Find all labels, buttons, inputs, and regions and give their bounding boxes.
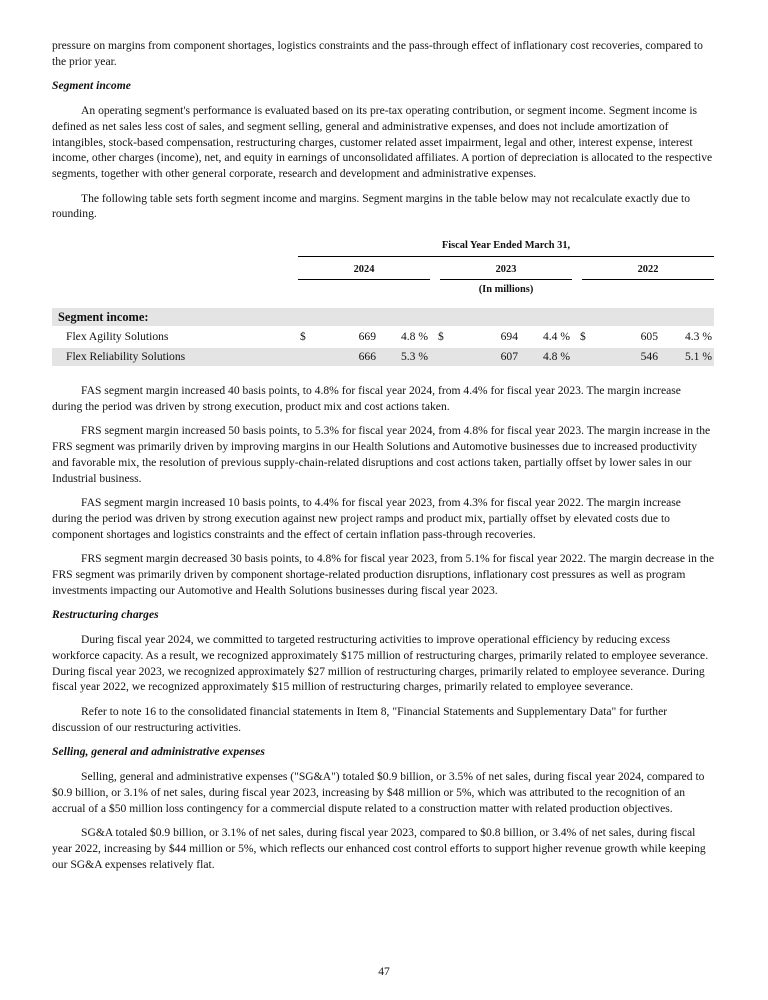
value-2024-fas: 669 (358, 330, 376, 344)
year-header-2022: 2022 (637, 264, 659, 276)
restructuring-paragraph-2: Refer to note 16 to the consolidated financial statements in Item 8, "Financial Statements and Supplementary Data" for further discussion of our restructuring activities. (52, 704, 668, 734)
sga-heading: Selling, general and administrative expenses (52, 745, 265, 759)
currency-2023-fas: $ (438, 330, 444, 344)
restructuring-heading: Restructuring charges (52, 608, 159, 622)
margin-2023-fas: 4.4 % (542, 330, 570, 344)
fas-margin-2023-paragraph: FAS segment margin increased 10 basis points, to 4.4% for fiscal year 2023, from 4.3% for fiscal year 2022. The margin increase during the period was driven by strong execution against new project ramps and product mix, partially offset by elevated costs due to component shortages and logistics constraints and the effect of certain inflation pass-through recoveries. (52, 496, 681, 541)
margin-2022-frs: 5.1 % (684, 350, 712, 364)
intro-paragraph: pressure on margins from component shortages, logistics constraints and the pass-through effect of inflationary cost recoveries, compared to the prior year. (52, 39, 703, 68)
value-2022-fas: 605 (640, 330, 658, 344)
segment-income-paragraph-2: The following table sets forth segment income and margins. Segment margins in the table below may not recalculate exactly due to rounding. (52, 191, 691, 221)
margin-2022-fas: 4.3 % (684, 330, 712, 344)
units-header: (In millions) (478, 284, 534, 296)
year-rule-2022 (582, 279, 714, 280)
section-label: Segment income: (58, 310, 149, 325)
year-rule-2024 (298, 279, 430, 280)
currency-2022-fas: $ (580, 330, 586, 344)
value-2023-frs: 607 (500, 350, 518, 364)
sga-paragraph-1: Selling, general and administrative expenses ("SG&A") totaled $0.9 billion, or 3.5% of net sales, during fiscal year 2024, compared to $0.9 billion, or 3.1% of net sales, during fiscal year 2023, increasing by $48 million or 5%, which was attributed to the recognition of an accrual of a $50 million loss contingency for a commercial dispute related to a construction matter with related production objectives. (52, 770, 705, 815)
segment-income-table (52, 234, 714, 374)
page-number: 47 (378, 965, 390, 978)
frs-margin-2023-paragraph: FRS segment margin decreased 30 basis points, to 4.8% for fiscal year 2023, from 5.1% for fiscal year 2022. The margin decrease in the FRS segment was primarily driven by component shortage-related production disruptions, inflationary cost pressures as well as program investments impacting our Automotive and Health Solutions businesses during fiscal year 2023. (52, 552, 714, 597)
value-2022-frs: 546 (640, 350, 658, 364)
section-row-band (52, 308, 714, 326)
segment-income-heading: Segment income (52, 79, 131, 93)
value-2024-frs: 666 (358, 350, 376, 364)
margin-2024-fas: 4.8 % (400, 330, 428, 344)
frs-margin-2024-paragraph: FRS segment margin increased 50 basis points, to 5.3% for fiscal year 2024, from 4.8% for fiscal year 2023. The margin increase in the FRS segment was primarily driven by improving margins in our Health Solutions and Automotive businesses due to increased productivity and favorable mix, the resolution of previous supply-chain-related disruptions and cost actions taken, partially offset by lower sales in our Industrial business. (52, 424, 711, 485)
year-rule-2023 (440, 279, 572, 280)
year-header-2024: 2024 (353, 264, 375, 276)
margin-2023-frs: 4.8 % (542, 350, 570, 364)
currency-2024-fas: $ (300, 330, 306, 344)
fiscal-year-header: Fiscal Year Ended March 31, (441, 240, 571, 252)
document-page (52, 38, 714, 872)
segment-income-paragraph-1: An operating segment's performance is evaluated based on its pre-tax operating contribution, or segment income. Segment income is defined as net sales less cost of sales, and segment selling, general and administrative expenses, and does not include amortization of intangibles, stock-based compensation, restructuring charges, customer related asset impairment, legal and other, interest expense, interest income, other charges (income), net, and equity in earnings of unconsolidated affiliates. A portion of depreciation is allocated to the respective segments, together with other general corporate, research and development and administrative expenses. (52, 104, 713, 180)
row-label-fas: Flex Agility Solutions (66, 330, 169, 344)
header-rule (298, 256, 714, 257)
restructuring-paragraph-1: During fiscal year 2024, we committed to targeted restructuring activities to improve operational efficiency by reducing excess workforce capacity. As a result, we recognized approximately $175 million of restructuring charges, primarily related to employee severance. During fiscal year 2023, we recognized approximately $27 million of restructuring charges, primarily related to employee severance. During fiscal year 2022, we recognized approximately $15 million of restructuring charges, primarily related to employee severance. (52, 633, 709, 694)
fas-margin-2024-paragraph: FAS segment margin increased 40 basis points, to 4.8% for fiscal year 2024, from 4.4% for fiscal year 2023. The margin increase during the period was driven by strong execution, product mix and cost actions taken. (52, 384, 681, 413)
margin-2024-frs: 5.3 % (400, 350, 428, 364)
sga-paragraph-2: SG&A totaled $0.9 billion, or 3.1% of net sales, during fiscal year 2023, compared to $0.8 billion, or 3.4% of net sales, during fiscal year 2022, increasing by $44 million or 5%, which reflects our enhanced cost control efforts to support higher revenue growth while keeping our SG&A expenses relatively flat. (52, 826, 706, 871)
row-label-frs: Flex Reliability Solutions (66, 350, 186, 364)
value-2023-fas: 694 (500, 330, 518, 344)
year-header-2023: 2023 (495, 264, 517, 276)
